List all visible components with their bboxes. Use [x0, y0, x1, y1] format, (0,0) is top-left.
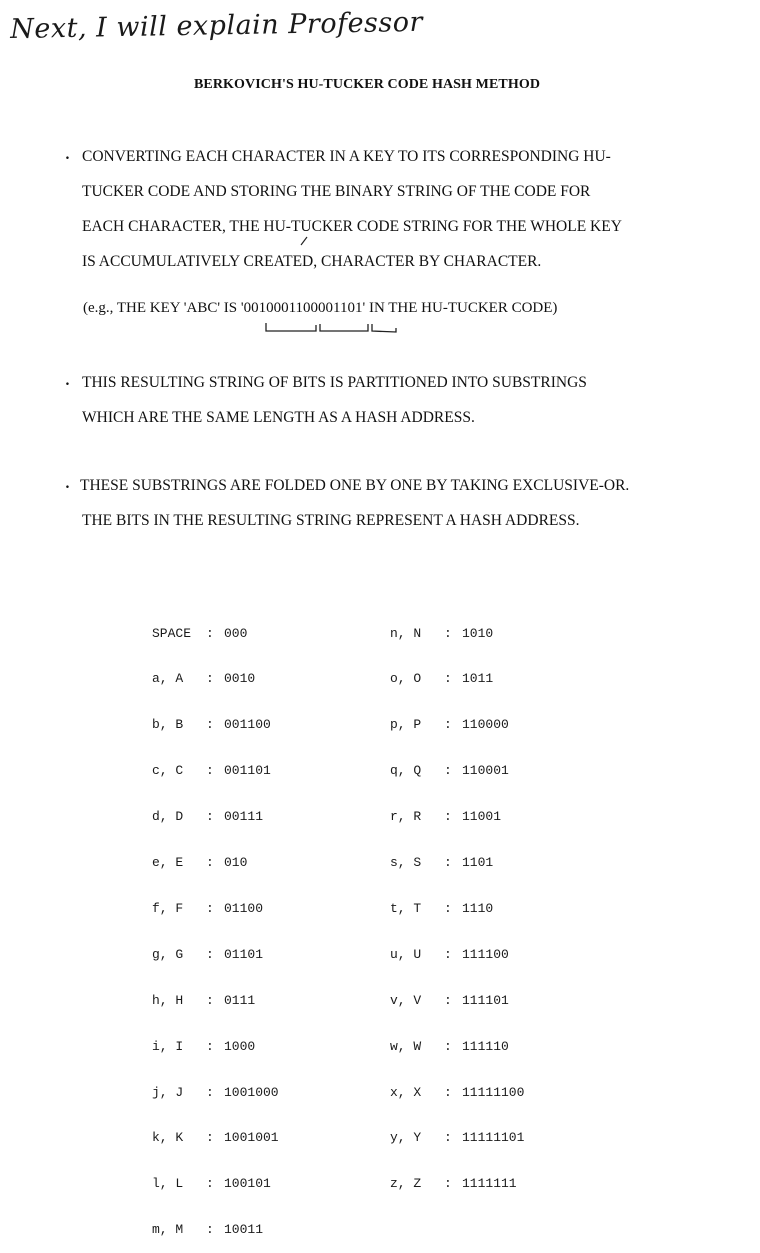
example-prefix: (e.g., THE KEY 'ABC' IS ': [83, 300, 244, 316]
code-row: b, B : 001100: [152, 717, 271, 733]
code-row: s, S : 1101: [390, 855, 494, 871]
page-title: BERKOVICH'S HU-TUCKER CODE HASH METHOD: [193, 77, 541, 92]
bullet-line: EACH CHARACTER, THE HU-TUCKER CODE STRING FOR THE WHOLE KEY: [82, 218, 622, 235]
code-row: d, D : 00111: [152, 809, 264, 825]
code-row: y, Y : 11111101: [390, 1130, 525, 1146]
code-row: SPACE : 000: [152, 625, 248, 641]
bullet-line: WHICH ARE THE SAME LENGTH AS A HASH ADDRESS.: [82, 409, 475, 426]
bullet-marker: .: [65, 372, 70, 389]
code-row: h, H : 0111: [152, 992, 256, 1008]
handwritten-brackets: [264, 320, 400, 336]
bullet-line: IS ACCUMULATIVELY CREATED, CHARACTER BY CHARACTER.: [82, 253, 542, 270]
code-row: p, P : 110000: [390, 717, 509, 733]
code-row: t, T : 1110: [390, 900, 494, 916]
code-table-right: [390, 595, 524, 1207]
code-row: g, G : 01101: [152, 946, 264, 962]
bullet-line: THE BITS IN THE RESULTING STRING REPRESENT A HASH ADDRESS.: [82, 512, 580, 529]
bullet-line: THIS RESULTING STRING OF BITS IS PARTITIONED INTO SUBSTRINGS: [82, 374, 587, 391]
code-table-left: [152, 595, 279, 1253]
code-row: m, M : 10011: [152, 1222, 264, 1238]
code-row: r, R : 11001: [390, 809, 502, 825]
code-row: z, Z : 1111111: [390, 1176, 517, 1192]
code-row: v, V : 111101: [390, 992, 509, 1008]
code-row: l, L : 100101: [152, 1176, 271, 1192]
bullet-folded: [66, 468, 726, 538]
code-row: j, J : 1001000: [152, 1084, 279, 1100]
code-row: x, X : 11111100: [390, 1084, 525, 1100]
bullet-line: CONVERTING EACH CHARACTER IN A KEY TO ITS CORRESPONDING HU-: [82, 148, 611, 165]
code-row: c, C : 001101: [152, 763, 271, 779]
code-row: o, O : 1011: [390, 671, 494, 687]
code-row: f, F : 01100: [152, 900, 264, 916]
example-line: [83, 300, 557, 317]
code-row: w, W : 111110: [390, 1038, 509, 1054]
code-row: n, N : 1010: [390, 625, 494, 641]
handwritten-tick-mark: [300, 236, 308, 246]
bullet-converting: [66, 139, 706, 279]
example-suffix: ' IN THE HU-TUCKER CODE): [362, 300, 558, 316]
code-row: i, I : 1000: [152, 1038, 256, 1054]
bullet-marker: .: [65, 146, 70, 163]
bullet-line: THESE SUBSTRINGS ARE FOLDED ONE BY ONE BY TAKING EXCLUSIVE-OR.: [80, 477, 630, 494]
bullet-marker: .: [65, 475, 70, 492]
example-code-string: 0010001100001101: [243, 300, 363, 316]
code-row: k, K : 1001001: [152, 1130, 279, 1146]
bullet-line: TUCKER CODE AND STORING THE BINARY STRING OF THE CODE FOR: [82, 183, 591, 200]
bullet-partitioned: [66, 365, 706, 435]
handwritten-note: Next, I will explain Professor: [10, 6, 424, 45]
code-row: u, U : 111100: [390, 946, 509, 962]
code-row: q, Q : 110001: [390, 763, 509, 779]
code-row: a, A : 0010: [152, 671, 256, 687]
code-row: e, E : 010: [152, 855, 248, 871]
